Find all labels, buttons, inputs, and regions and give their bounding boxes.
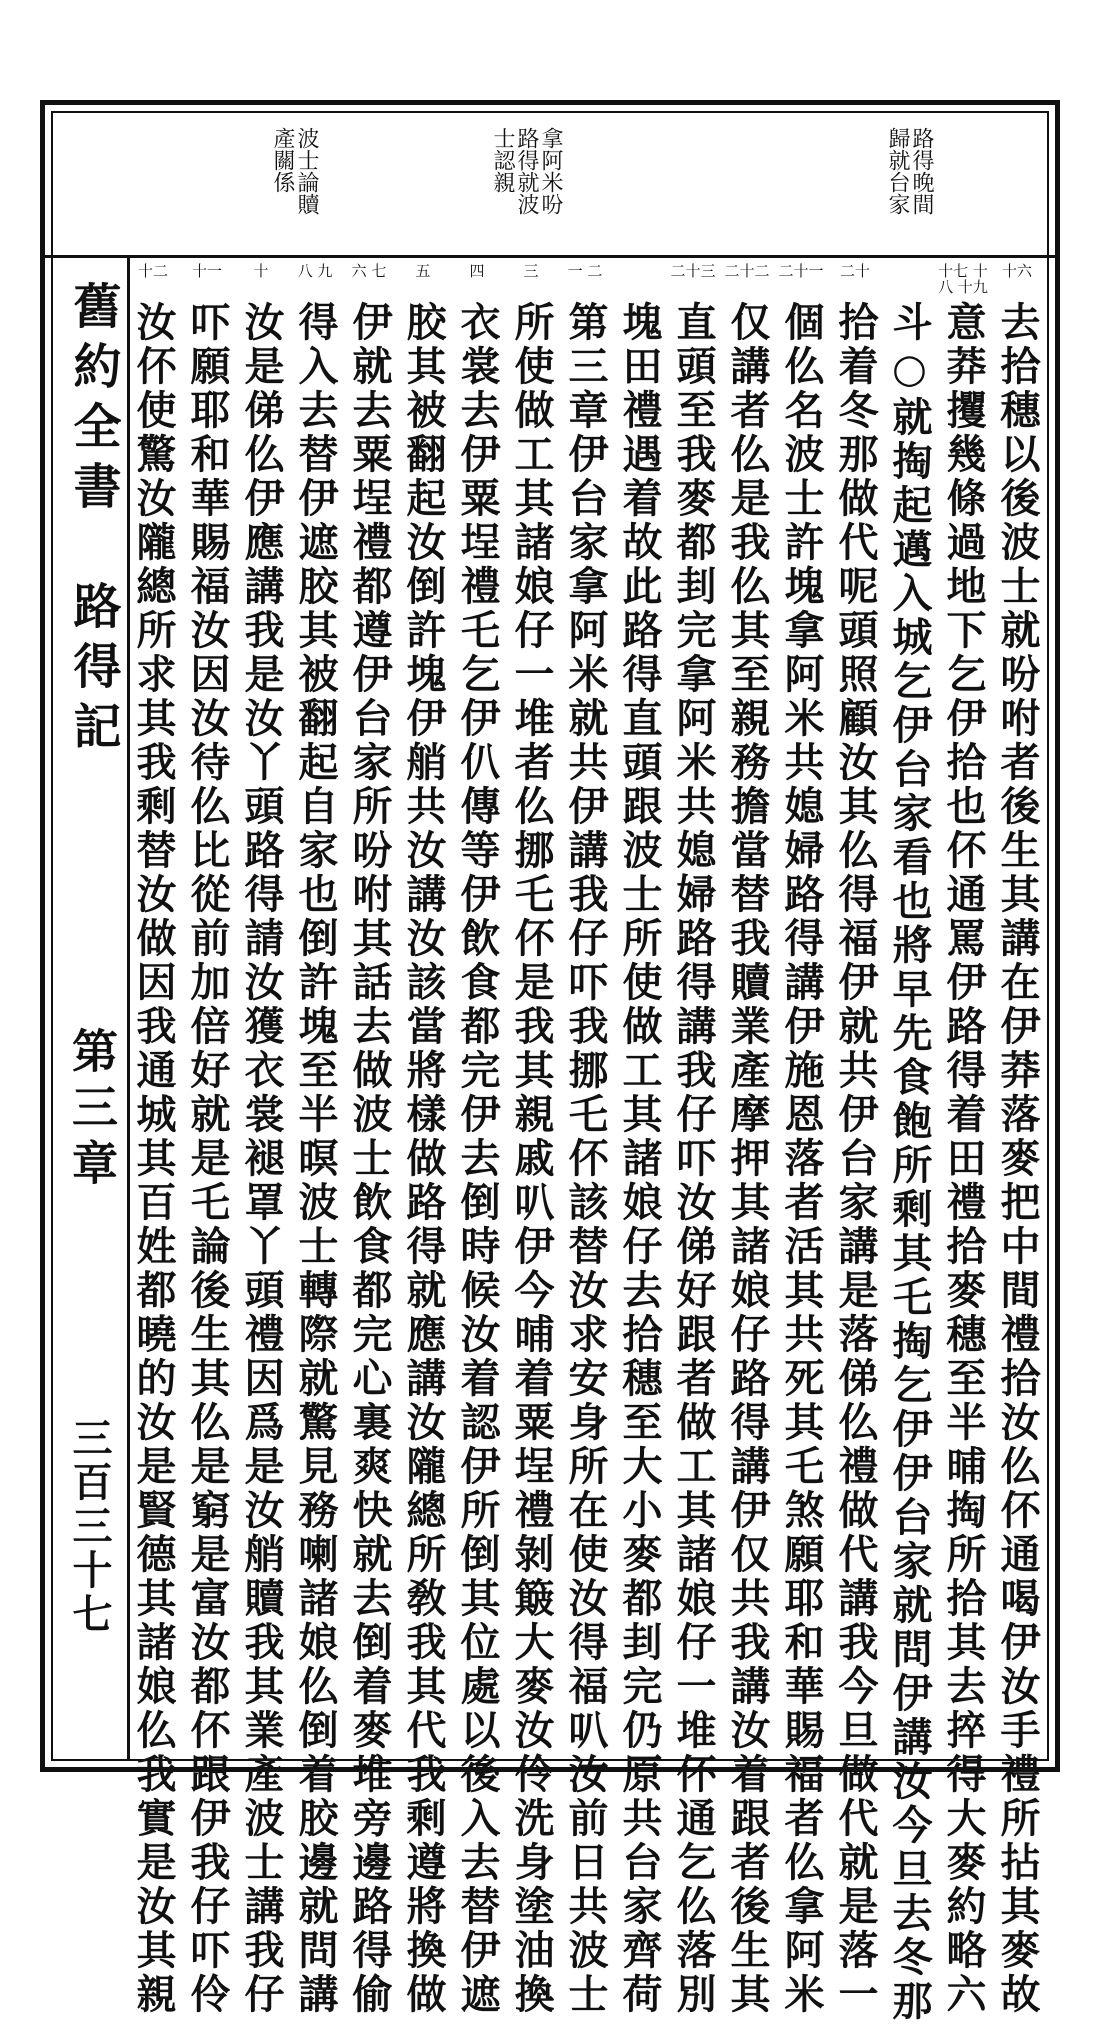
column-text: 得入去替伊遮胶其被翻起自家也倒許塊至半暝波士轉際就驚見務喇諸娘仫倒着胶邊就問講 <box>292 301 339 2017</box>
column-text: 意莽攫幾條過地下乞伊拾也伓通罵伊路得着田禮拾麥穗至半晡掏所拾其去捽得大麥約略六 <box>940 301 987 2017</box>
verse-number: 四 <box>469 262 485 280</box>
column-text: 仅講者仫是我仫其至親務擔當替我贖業產摩押其諸娘仔路得講伊仅共我講汝着跟者後生其 <box>724 301 771 2017</box>
header-note-line: 產關係 <box>270 127 295 193</box>
column-text: 衣裳去伊粟埕禮乇乞伊仈傳等伊飲食都完伊去倒時候汝着認伊所倒其位處以後入去替伊遮 <box>454 301 501 2017</box>
column-text: 汝是俤仫伊應講我是汝丫頭路得請汝獲衣裳褪罩丫頭禮因爲是汝艄贖我其業產波士講我仔 <box>238 301 285 2017</box>
column-text: 胶其被翻起汝倒許塊伊艄共汝講汝該當將樣做路得就應講汝隴總所敎我其代我剩遵將換做 <box>400 301 447 2017</box>
column-text: 伊就去粟埕禮都遵伊台家所吩咐其話去做波士飲食都完心裏爽快就去倒着麥堆旁邊路得偷 <box>346 301 393 2017</box>
page-frame <box>40 100 1060 2024</box>
verse-number: 五 <box>415 262 431 280</box>
verse-number: 十一 <box>191 262 222 280</box>
verse-number: 十七 十八 十九 <box>938 262 988 296</box>
header-note-line: 士認親 <box>490 127 515 193</box>
column-text: 去拾穗以後波士就吩咐者後生其講在伊莽落麥把中間禮拾汝仫伓通喝伊汝手禮所拈其麥故 <box>994 301 1041 2017</box>
column-text: 第三章伊台家拿阿米就共伊講我仔吓我挪乇伓該替汝求安身所在使汝得福叭汝前日共波士 <box>562 301 609 2017</box>
verse-number: 二十 <box>839 262 870 280</box>
header-note-3 <box>270 127 318 215</box>
verse-number: 三 <box>523 262 539 280</box>
header-note-2 <box>490 127 562 215</box>
verse-number: 八 九 <box>297 262 333 280</box>
verse-number: 十二 <box>137 262 168 280</box>
header-note-line: 路得就波 <box>514 127 539 215</box>
verse-number: 二十一 <box>778 262 824 280</box>
column-text: 斗○就掏起邁入城乞伊台家看也將早先食飽所剩其乇掏乞伊伊台家就問伊講汝今旦去冬那 <box>886 301 933 2024</box>
text-column <box>121 257 185 2017</box>
sidebar-margin <box>51 257 130 1761</box>
verse-number: 十 <box>253 262 269 280</box>
header-note-line: 拿阿米吩 <box>538 127 563 215</box>
header-note-line: 波士論贖 <box>294 127 319 215</box>
column-text: 所使做工其諸娘仔一堆者仫挪乇伓是我其親戚叭伊今晡着粟埕禮剝簸大麥汝伶洗身塗油換 <box>508 301 555 2017</box>
column-text: 拾着冬那做代呢頭照顧汝其仫得福伊就共伊台家講是落俤仫禮做代講我今旦做代就是落一 <box>832 301 879 2017</box>
header-note-line: 路得晚間 <box>909 127 934 215</box>
header-note-1 <box>885 127 933 215</box>
column-text: 塊田禮遇着故此路得直頭跟波士所使做工其諸娘仔去拾穗至大小麥都刲完仍原共台家齊荷 <box>616 301 663 2017</box>
column-text: 汝伓使驚汝隴總所求其我剩替汝做因我通城其百姓都曉的汝是賢德其諸娘仫我實是汝其親 <box>130 301 177 2017</box>
text-body <box>129 257 1049 2024</box>
header-note-line: 歸就台家 <box>885 127 910 215</box>
verse-number: 二十三 <box>670 262 716 280</box>
verse-number: 一 二 <box>567 262 603 280</box>
verse-number: 二十二 <box>724 262 770 280</box>
header-notes <box>45 105 1055 258</box>
page-number: 三百三十七 <box>66 1417 113 1637</box>
verse-number: 十六 <box>1001 262 1032 280</box>
column-text: 個仫名波士許塊拿阿米共媳婦路得講伊施恩落者活其共死其乇煞願耶和華賜福者仫拿阿米 <box>778 301 825 2017</box>
column-text: 直頭至我麥都刲完拿阿米共媳婦路得講我仔吓汝俤好跟者做工其諸娘仔一堆伓通乞仫落別 <box>670 301 717 2017</box>
verse-number: 六 七 <box>351 262 387 280</box>
book-title: 舊約全書 路得記 <box>65 281 121 761</box>
chapter-label: 第三章 <box>65 1027 119 1195</box>
column-text: 吓願耶和華賜福汝因汝待仫比從前加倍好就是乇論後生其仫是窮是富汝都伓跟伊我仔吓伶 <box>184 301 231 2017</box>
